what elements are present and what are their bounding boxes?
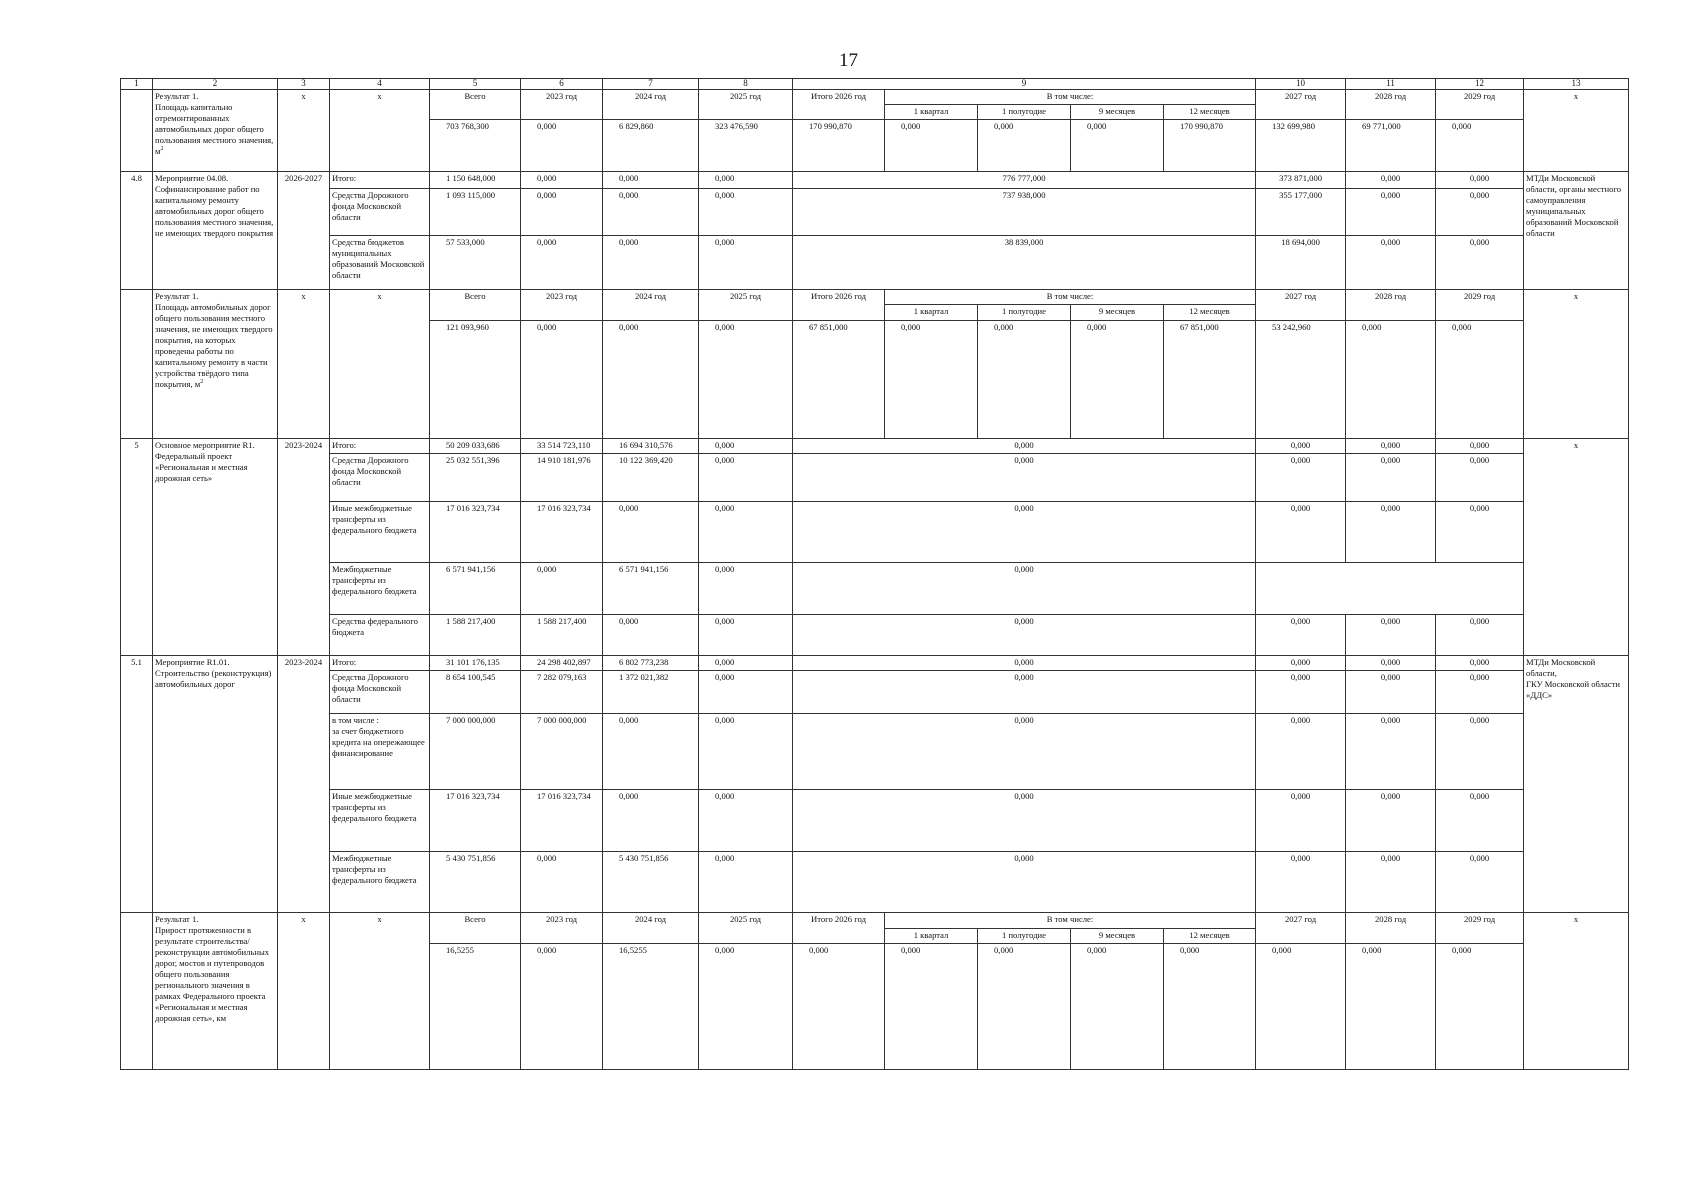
value-cell: 0,000 (603, 789, 699, 852)
result-column-label: Итого 2026 год (793, 290, 885, 320)
value-cell: 0,000 (1436, 171, 1524, 188)
funding-row (121, 563, 1629, 615)
value-cell: 0,000 (1256, 943, 1346, 1069)
value-cell: 0,000 (1256, 789, 1346, 852)
value-cell: 14 910 181,976 (521, 454, 603, 501)
source-cell: х (330, 913, 430, 1070)
funding-row (121, 454, 1629, 501)
value-cell: 67 851,000 (1164, 320, 1256, 439)
col-number: 8 (699, 79, 793, 90)
value-cell: 373 871,000 (1256, 171, 1346, 188)
value-cell: 0,000 (1346, 655, 1436, 670)
value-cell: 0,000 (699, 439, 793, 454)
value-cell: 0,000 (1346, 614, 1436, 655)
result-column-label: 2025 год (699, 290, 793, 320)
funding-source: Иные межбюджетные трансферты из федерального бюджета (330, 789, 430, 852)
result-column-label: 2023 год (521, 913, 603, 943)
value-cell: 0,000 (699, 563, 793, 615)
col-number: 7 (603, 79, 699, 90)
value-cell: 6 829,860 (603, 119, 699, 171)
funding-source: Средства Дорожного фонда Московской области (330, 670, 430, 713)
value-cell (1256, 563, 1524, 615)
value-cell: 0,000 (793, 943, 885, 1069)
period-cell: 2023-2024 (278, 439, 330, 656)
col-number: 10 (1256, 79, 1346, 90)
value-cell: 0,000 (1256, 670, 1346, 713)
value-cell: 0,000 (521, 119, 603, 171)
value-cell: 0,000 (1436, 320, 1524, 439)
result-column-label: 2025 год (699, 913, 793, 943)
value-cell: 1 093 115,000 (430, 188, 521, 235)
value-cell: 0,000 (1346, 454, 1436, 501)
value-cell: 0,000 (1071, 119, 1164, 171)
value-cell: 17 016 323,734 (521, 501, 603, 562)
value-cell: 17 016 323,734 (430, 789, 521, 852)
executor-cell: МТДи Московской области, ГКУ Московской области «ДДС» (1524, 655, 1629, 913)
value-cell: 6 571 941,156 (430, 563, 521, 615)
funding-row (121, 789, 1629, 852)
col-number: 5 (430, 79, 521, 90)
value-cell: 0,000 (1436, 501, 1524, 562)
value-cell: 0,000 (1346, 236, 1436, 290)
funding-row (121, 439, 1629, 454)
value-cell: 0,000 (1256, 655, 1346, 670)
funding-row (121, 714, 1629, 789)
value-cell-2026: 776 777,000 (793, 171, 1256, 188)
measure-description: Основное мероприятие R1. Федеральный проект «Региональная и местная дорожная сеть» (153, 439, 278, 656)
result-column-label: 1 полугодие (978, 104, 1071, 119)
value-cell: 0,000 (1346, 789, 1436, 852)
col-number: 11 (1346, 79, 1436, 90)
value-cell: 0,000 (1256, 454, 1346, 501)
value-cell: 0,000 (978, 119, 1071, 171)
value-cell: 0,000 (1436, 188, 1524, 235)
value-cell: 0,000 (603, 714, 699, 789)
result-column-label: 2027 год (1256, 89, 1346, 119)
col-number: 2 (153, 79, 278, 90)
result-column-label: 9 месяцев (1071, 104, 1164, 119)
value-cell: 0,000 (699, 614, 793, 655)
value-cell: 0,000 (1346, 439, 1436, 454)
value-cell: 0,000 (521, 236, 603, 290)
value-cell: 7 000 000,000 (521, 714, 603, 789)
row-index: 4.8 (121, 171, 153, 290)
value-cell: 16 694 310,576 (603, 439, 699, 454)
result-column-label: 2024 год (603, 89, 699, 119)
value-cell: 0,000 (1071, 943, 1164, 1069)
value-cell: 0,000 (699, 236, 793, 290)
row-index (121, 89, 153, 171)
value-cell: 50 209 033,686 (430, 439, 521, 454)
funding-source: Итого: (330, 655, 430, 670)
value-cell: 355 177,000 (1256, 188, 1346, 235)
source-cell: х (330, 290, 430, 439)
row-index (121, 290, 153, 439)
value-cell-2026: 0,000 (793, 501, 1256, 562)
value-cell: 0,000 (1436, 852, 1524, 913)
value-cell: 0,000 (1346, 852, 1436, 913)
value-cell: 0,000 (1346, 501, 1436, 562)
result-label-row (121, 290, 1629, 305)
result-column-label: 2028 год (1346, 913, 1436, 943)
value-cell: 0,000 (603, 236, 699, 290)
funding-source: Средства федерального бюджета (330, 614, 430, 655)
value-cell: 0,000 (1436, 789, 1524, 852)
value-cell: 5 430 751,856 (430, 852, 521, 913)
unit-superscript: 2 (200, 379, 204, 386)
value-cell: 0,000 (699, 501, 793, 562)
col-number: 9 (793, 79, 1256, 90)
result-column-label: Итого 2026 год (793, 913, 885, 943)
value-cell: 0,000 (1164, 943, 1256, 1069)
value-cell: 703 768,300 (430, 119, 521, 171)
value-cell: 8 654 100,545 (430, 670, 521, 713)
value-cell: 0,000 (521, 188, 603, 235)
value-cell: 1 588 217,400 (521, 614, 603, 655)
value-cell-2026: 737 938,000 (793, 188, 1256, 235)
value-cell: 0,000 (1346, 943, 1436, 1069)
result-column-label: 2023 год (521, 290, 603, 320)
value-cell: 69 771,000 (1346, 119, 1436, 171)
value-cell: 67 851,000 (793, 320, 885, 439)
value-cell: 323 476,590 (699, 119, 793, 171)
value-cell: 0,000 (521, 852, 603, 913)
col-number: 12 (1436, 79, 1524, 90)
value-cell: 0,000 (1436, 614, 1524, 655)
value-cell: 16,5255 (603, 943, 699, 1069)
value-cell: 0,000 (1071, 320, 1164, 439)
value-cell: 0,000 (1436, 439, 1524, 454)
row-index: 5.1 (121, 655, 153, 913)
result-column-label: 2024 год (603, 913, 699, 943)
result-label-row (121, 913, 1629, 928)
value-cell: 0,000 (978, 320, 1071, 439)
result-column-label: 2025 год (699, 89, 793, 119)
value-cell: 1 372 021,382 (603, 670, 699, 713)
result-label-row (121, 89, 1629, 104)
funding-row (121, 655, 1629, 670)
value-cell: 1 588 217,400 (430, 614, 521, 655)
value-cell: 0,000 (1436, 714, 1524, 789)
value-cell: 0,000 (699, 943, 793, 1069)
value-cell: 0,000 (699, 670, 793, 713)
funding-source: Итого: (330, 171, 430, 188)
row-index (121, 913, 153, 1070)
value-cell: 1 150 648,000 (430, 171, 521, 188)
value-cell: 121 093,960 (430, 320, 521, 439)
result-column-label: 2024 год (603, 290, 699, 320)
measure-description: Мероприятие 04.08. Софинансирование работ по капитальному ремонту автомобильных дорог общего пользования местного значения, не имеющих твердого покрытия (153, 171, 278, 290)
result-column-label: 9 месяцев (1071, 928, 1164, 943)
period-cell: 2026-2027 (278, 171, 330, 290)
result-column-label: 12 месяцев (1164, 104, 1256, 119)
source-cell: х (330, 89, 430, 171)
result-column-label: 2028 год (1346, 290, 1436, 320)
value-cell: 0,000 (699, 171, 793, 188)
result-column-label: 2028 год (1346, 89, 1436, 119)
executor-cell: х (1524, 89, 1629, 171)
value-cell: 0,000 (603, 501, 699, 562)
value-cell: 16,5255 (430, 943, 521, 1069)
period-cell: х (278, 290, 330, 439)
value-cell: 0,000 (885, 943, 978, 1069)
value-cell-2026: 0,000 (793, 563, 1256, 615)
funding-row (121, 188, 1629, 235)
value-cell: 0,000 (699, 714, 793, 789)
funding-source: Средства бюджетов муниципальных образований Московской области (330, 236, 430, 290)
value-cell-2026: 0,000 (793, 789, 1256, 852)
unit-superscript: 2 (160, 145, 164, 152)
row-index: 5 (121, 439, 153, 656)
value-cell-2026: 38 839,000 (793, 236, 1256, 290)
value-cell-2026: 0,000 (793, 655, 1256, 670)
result-description (153, 89, 278, 171)
result-column-label: Итого 2026 год (793, 89, 885, 119)
result-column-label: 9 месяцев (1071, 305, 1164, 320)
result-column-label: 1 полугодие (978, 928, 1071, 943)
result-column-label: Всего (430, 89, 521, 119)
value-cell-2026: 0,000 (793, 454, 1256, 501)
value-cell: 0,000 (1436, 454, 1524, 501)
funding-source: Межбюджетные трансферты из федерального бюджета (330, 852, 430, 913)
value-cell: 0,000 (603, 614, 699, 655)
value-cell: 132 699,980 (1256, 119, 1346, 171)
value-cell: 0,000 (1436, 655, 1524, 670)
value-cell: 0,000 (521, 563, 603, 615)
value-cell-2026: 0,000 (793, 714, 1256, 789)
result-column-label: Всего (430, 913, 521, 943)
result-column-label: 1 полугодие (978, 305, 1071, 320)
value-cell: 0,000 (521, 320, 603, 439)
funding-source: Иные межбюджетные трансферты из федерального бюджета (330, 501, 430, 562)
result-column-label: 12 месяцев (1164, 305, 1256, 320)
funding-row (121, 670, 1629, 713)
value-cell: 0,000 (1436, 670, 1524, 713)
value-cell: 0,000 (699, 320, 793, 439)
result-column-label: В том числе: (885, 913, 1256, 928)
value-cell: 0,000 (1256, 714, 1346, 789)
result-description (153, 290, 278, 439)
funding-row (121, 501, 1629, 562)
col-number: 1 (121, 79, 153, 90)
value-cell: 170 990,870 (1164, 119, 1256, 171)
col-number: 4 (330, 79, 430, 90)
executor-cell: МТДи Московской области, органы местного самоуправления муниципальных образований Московской области (1524, 171, 1629, 290)
result-column-label: 2029 год (1436, 913, 1524, 943)
value-cell: 0,000 (1256, 439, 1346, 454)
result-column-label: В том числе: (885, 89, 1256, 104)
value-cell: 0,000 (699, 852, 793, 913)
funding-source: Итого: (330, 439, 430, 454)
value-cell: 0,000 (1346, 320, 1436, 439)
value-cell: 10 122 369,420 (603, 454, 699, 501)
measure-description: Мероприятие R1.01. Строительство (реконструкция) автомобильных дорог (153, 655, 278, 913)
value-cell: 17 016 323,734 (521, 789, 603, 852)
result-column-label: 1 квартал (885, 305, 978, 320)
value-cell: 0,000 (1436, 236, 1524, 290)
value-cell-2026: 0,000 (793, 852, 1256, 913)
executor-cell: х (1524, 913, 1629, 1070)
period-cell: х (278, 89, 330, 171)
result-column-label: 2027 год (1256, 913, 1346, 943)
value-cell: 7 282 079,163 (521, 670, 603, 713)
value-cell: 6 802 773,238 (603, 655, 699, 670)
cell-text: Результат 1. Площадь автомобильных дорог общего пользования местного значения, не имеющих твердого покрытия, на которых проведены работы по капитальному ремонту в части устройства твёрдого типа покрытия, м (155, 291, 273, 390)
result-column-label: 12 месяцев (1164, 928, 1256, 943)
value-cell: 0,000 (699, 188, 793, 235)
period-cell: 2023-2024 (278, 655, 330, 913)
funding-row (121, 171, 1629, 188)
value-cell: 0,000 (885, 119, 978, 171)
col-number: 3 (278, 79, 330, 90)
value-cell: 0,000 (885, 320, 978, 439)
value-cell: 25 032 551,396 (430, 454, 521, 501)
funding-row (121, 614, 1629, 655)
value-cell: 170 990,870 (793, 119, 885, 171)
col-number: 13 (1524, 79, 1629, 90)
result-column-label: В том числе: (885, 290, 1256, 305)
value-cell: 0,000 (1346, 714, 1436, 789)
value-cell: 0,000 (603, 188, 699, 235)
value-cell: 0,000 (1436, 119, 1524, 171)
value-cell: 0,000 (1346, 188, 1436, 235)
col-number: 6 (521, 79, 603, 90)
value-cell: 0,000 (1346, 171, 1436, 188)
result-description: Результат 1. Прирост протяженности в результате строительства/ реконструкции автомобильных дорог, мостов и путепроводов общего пользования регионального значения в рамках Федерального проекта «Региональная и местная дорожная сеть», км (153, 913, 278, 1070)
value-cell: 33 514 723,110 (521, 439, 603, 454)
funding-row (121, 236, 1629, 290)
value-cell: 17 016 323,734 (430, 501, 521, 562)
funding-source: Средства Дорожного фонда Московской области (330, 188, 430, 235)
value-cell: 57 533,000 (430, 236, 521, 290)
value-cell: 0,000 (978, 943, 1071, 1069)
period-cell: х (278, 913, 330, 1070)
value-cell: 53 242,960 (1256, 320, 1346, 439)
funding-source: в том числе : за счет бюджетного кредита на опережающее финансирование (330, 714, 430, 789)
value-cell: 0,000 (1256, 852, 1346, 913)
value-cell-2026: 0,000 (793, 614, 1256, 655)
executor-cell: х (1524, 439, 1629, 656)
value-cell: 0,000 (1436, 943, 1524, 1069)
funding-source: Средства Дорожного фонда Московской области (330, 454, 430, 501)
value-cell-2026: 0,000 (793, 670, 1256, 713)
value-cell: 18 694,000 (1256, 236, 1346, 290)
funding-source: Межбюджетные трансферты из федерального бюджета (330, 563, 430, 615)
column-numbers-row (121, 79, 1629, 90)
result-column-label: 1 квартал (885, 104, 978, 119)
value-cell: 0,000 (1346, 670, 1436, 713)
value-cell: 6 571 941,156 (603, 563, 699, 615)
value-cell-2026: 0,000 (793, 439, 1256, 454)
value-cell: 31 101 176,135 (430, 655, 521, 670)
result-column-label: 2029 год (1436, 290, 1524, 320)
value-cell: 0,000 (699, 789, 793, 852)
value-cell: 0,000 (1256, 501, 1346, 562)
funding-row (121, 852, 1629, 913)
value-cell: 0,000 (521, 171, 603, 188)
result-column-label: 1 квартал (885, 928, 978, 943)
value-cell: 0,000 (699, 655, 793, 670)
value-cell: 7 000 000,000 (430, 714, 521, 789)
value-cell: 0,000 (1256, 614, 1346, 655)
value-cell: 24 298 402,897 (521, 655, 603, 670)
value-cell: 0,000 (521, 943, 603, 1069)
page-number: 17 (839, 50, 858, 71)
cell-text: Результат 1. Площадь капитально отремонтированных автомобильных дорог общего пользования местного значения, м (155, 90, 274, 156)
result-column-label: 2027 год (1256, 290, 1346, 320)
result-column-label: 2023 год (521, 89, 603, 119)
result-column-label: Всего (430, 290, 521, 320)
value-cell: 0,000 (603, 320, 699, 439)
value-cell: 0,000 (603, 171, 699, 188)
result-column-label: 2029 год (1436, 89, 1524, 119)
value-cell: 0,000 (699, 454, 793, 501)
financing-table (120, 78, 1629, 1070)
executor-cell: х (1524, 290, 1629, 439)
value-cell: 5 430 751,856 (603, 852, 699, 913)
